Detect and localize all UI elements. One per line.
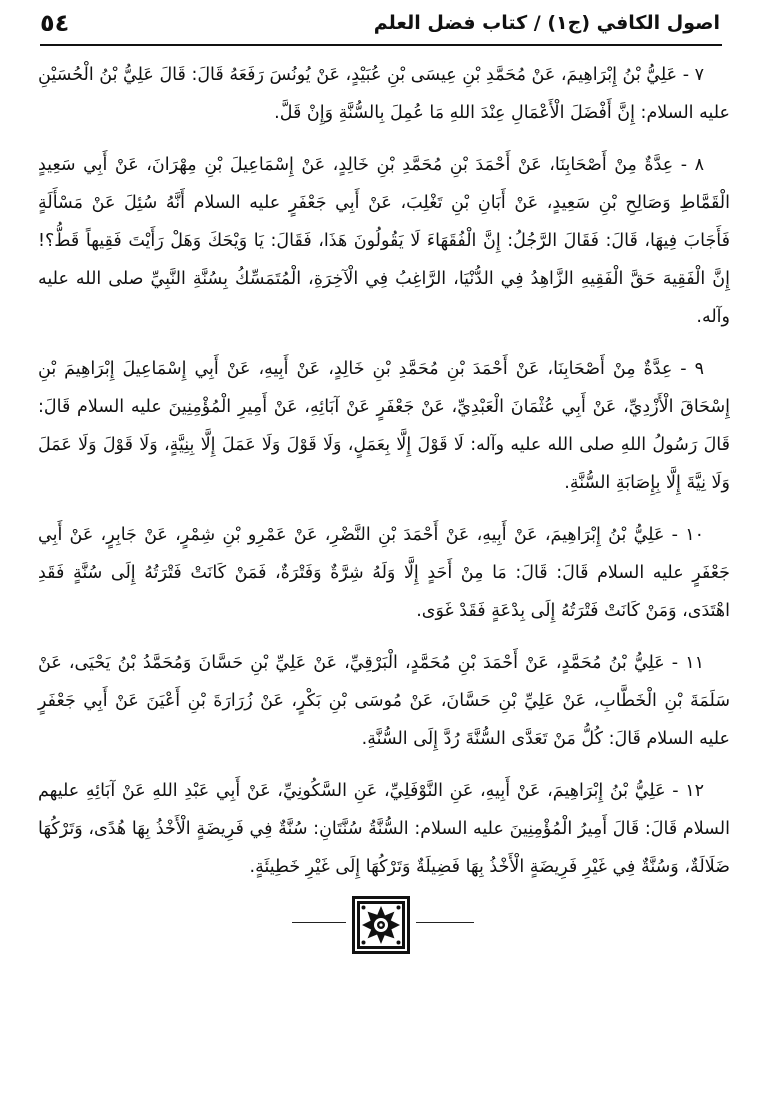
hadith-12: ١٢ - عَلِيُّ بْنُ إِبْرَاهِيمَ، عَنْ أَبِيهِ، عَنِ النَّوْفَلِيِّ، عَنِ السَّكُونِيِّ، عَنْ أَبِي عَبْدِ اللهِ عَنْ آبَائِهِ عليهم السلام قَالَ: قَالَ أَمِيرُ الْمُؤْمِنِينَ عليه السلام: السُّنَّةُ سُنَّتَانِ: سُنَّةٌ فِي فَرِيضَةٍ الْأَخْذُ بِهَا هُدًى، وَتَرْكُهَا ضَلَالَةٌ، وَسُنَّةٌ فِي غَيْرِ فَرِيضَةٍ الْأَخْذُ بِهَا فَضِيلَةٌ وَتَرْكُهَا إِلَى غَيْرِ خَطِيئَةٍ.	[38, 781, 730, 877]
hadith-list	[38, 56, 730, 900]
section-end-ornament	[292, 895, 474, 957]
page-header	[40, 6, 720, 40]
ornament-line-right	[416, 922, 474, 923]
hadith-7: ٧ - عَلِيُّ بْنُ إِبْرَاهِيمَ، عَنْ مُحَمَّدِ بْنِ عِيسَى بْنِ عُبَيْدٍ، عَنْ يُونُسَ رَفَعَهُ قَالَ: قَالَ عَلِيُّ بْنُ الْحُسَيْنِ عليه السلام: إِنَّ أَفْضَلَ الْأَعْمَالِ عِنْدَ اللهِ مَا عُمِلَ بِالسُّنَّةِ وَإِنْ قَلَّ.	[38, 65, 730, 123]
hadith-8: ٨ - عِدَّةٌ مِنْ أَصْحَابِنَا، عَنْ أَحْمَدَ بْنِ مُحَمَّدِ بْنِ خَالِدٍ، عَنْ إِسْمَاعِيلَ بْنِ مِهْرَانَ، عَنْ أَبِي سَعِيدٍ الْقَمَّاطِ وَصَالِحِ بْنِ سَعِيدٍ، عَنْ أَبَانِ بْنِ تَغْلِبَ، عَنْ أَبِي جَعْفَرٍ عليه السلام أَنَّهُ سُئِلَ عَنْ مَسْأَلَةٍ فَأَجَابَ فِيهَا، قَالَ: فَقَالَ الرَّجُلُ: إِنَّ الْفُقَهَاءَ لَا يَقُولُونَ هَذَا، فَقَالَ: يَا وَيْحَكَ وَهَلْ رَأَيْتَ فَقِيهاً قَطُّ؟! إِنَّ الْفَقِيهَ حَقَّ الْفَقِيهِ الزَّاهِدُ فِي الدُّنْيَا، الرَّاغِبُ فِي الْآخِرَةِ، الْمُتَمَسِّكُ بِسُنَّةِ النَّبِيِّ صلى الله عليه وآله.	[38, 155, 730, 327]
header-rule	[40, 44, 722, 46]
running-title: اصول الكافي (ج١) / كتاب فضل العلم	[373, 12, 720, 34]
page-number: ٥٤	[40, 9, 70, 37]
hadith-10: ١٠ - عَلِيُّ بْنُ إِبْرَاهِيمَ، عَنْ أَبِيهِ، عَنْ أَحْمَدَ بْنِ النَّضْرِ، عَنْ عَمْرِو بْنِ شِمْرٍ، عَنْ جَابِرٍ، عَنْ أَبِي جَعْفَرٍ عليه السلام قَالَ: قَالَ: مَا مِنْ أَحَدٍ إِلَّا وَلَهُ شِرَّةٌ وَفَتْرَةٌ، فَمَنْ كَانَتْ فَتْرَتُهُ إِلَى سُنَّةٍ فَقَدِ اهْتَدَى، وَمَنْ كَانَتْ فَتْرَتُهُ إِلَى بِدْعَةٍ فَقَدْ غَوَى.	[38, 525, 730, 621]
hadith-11: ١١ - عَلِيُّ بْنُ مُحَمَّدٍ، عَنْ أَحْمَدَ بْنِ مُحَمَّدٍ، الْبَرْقِيِّ، عَنْ عَلِيِّ بْنِ حَسَّانَ وَمُحَمَّدُ بْنُ يَحْيَى، عَنْ سَلَمَةَ بْنِ الْخَطَّابِ، عَنْ عَلِيِّ بْنِ حَسَّانَ، عَنْ مُوسَى بْنِ بَكْرٍ، عَنْ زُرَارَةَ بْنِ أَعْيَنَ عَنْ أَبِي جَعْفَرٍ عليه السلام قَالَ: كُلُّ مَنْ تَعَدَّى السُّنَّةَ رُدَّ إِلَى السُّنَّةِ.	[38, 653, 730, 749]
ornament-line-left	[292, 922, 346, 923]
star-rosette-icon	[351, 895, 411, 955]
hadith-9: ٩ - عِدَّةٌ مِنْ أَصْحَابِنَا، عَنْ أَحْمَدَ بْنِ مُحَمَّدِ بْنِ خَالِدٍ، عَنْ أَبِيهِ، عَنْ أَبِي إِسْمَاعِيلَ إِبْرَاهِيمَ بْنِ إِسْحَاقَ الْأَزْدِيِّ، عَنْ أَبِي عُثْمَانَ الْعَبْدِيِّ، عَنْ جَعْفَرٍ عَنْ آبَائِهِ، عَنْ أَمِيرِ الْمُؤْمِنِينَ عليه السلام قَالَ: قَالَ رَسُولُ اللهِ صلى الله عليه وآله: لَا قَوْلَ إِلَّا بِعَمَلٍ، وَلَا قَوْلَ وَلَا عَمَلَ إِلَّا بِنِيَّةٍ، وَلَا قَوْلَ وَلَا عَمَلَ وَلَا نِيَّةَ إِلَّا بِإِصَابَةِ السُّنَّةِ.	[38, 359, 730, 493]
